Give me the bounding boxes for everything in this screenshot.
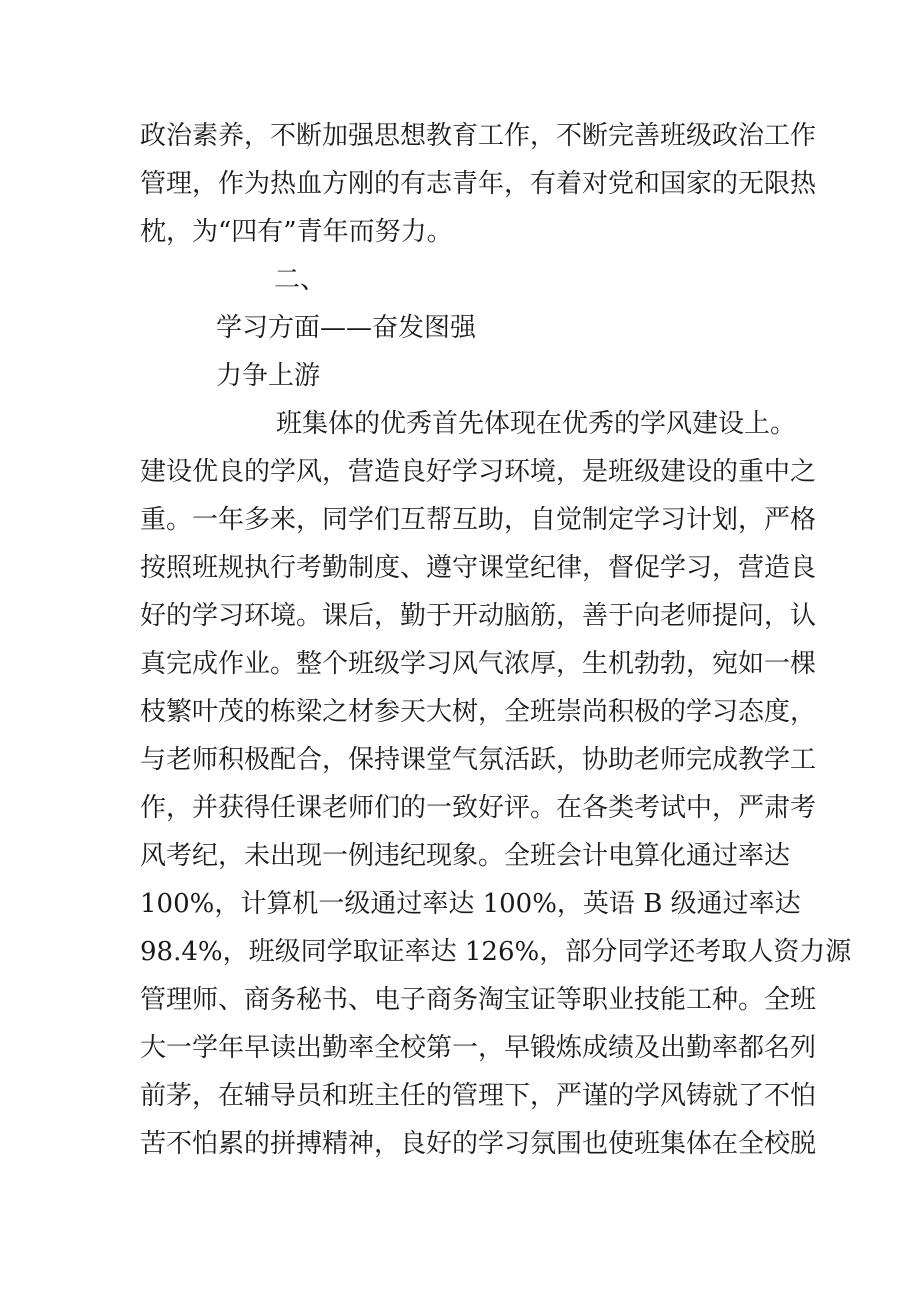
body-text-line: 大一学年早读出勤率全校第一，早锻炼成绩及出勤率都名列 [140,1033,817,1063]
body-text-line: 好的学习环境。课后，勤于开动脑筋，善于向老师提问，认 [140,601,817,631]
body-text-line: 管理，作为热血方刚的有志青年，有着对党和国家的无限热 [140,169,817,199]
body-text-line: 风考纪，未出现一例违纪现象。全班会计电算化通过率达 [140,841,791,871]
section-heading: 学习方面——奋发图强 [216,313,477,343]
body-text-line: 98.4%，班级同学取证率达 126%，部分同学还考取人资力源 [140,937,852,967]
body-text-line: 政治素养，不断加强思想教育工作，不断完善班级政治工作 [140,121,817,151]
body-text-line: 真完成作业。整个班级学习风气浓厚，生机勃勃，宛如一棵 [140,649,817,679]
body-text-line: 重。一年多来，同学们互帮互助，自觉制定学习计划，严格 [140,505,817,535]
body-text-line: 苦不怕累的拼搏精神，良好的学习氛围也使班集体在全校脱 [140,1129,817,1159]
body-text-line: 作，并获得任课老师们的一致好评。在各类考试中，严肃考 [140,793,817,823]
paragraph-first-line: 班集体的优秀首先体现在优秀的学风建设上。 [276,409,797,439]
body-text-line: 与老师积极配合，保持课堂气氛活跃，协助老师完成教学工 [140,745,817,775]
body-text-line: 枕，为“四有”青年而努力。 [140,217,453,247]
body-text-line: 管理师、商务秘书、电子商务淘宝证等职业技能工种。全班 [140,985,817,1015]
section-number: 二、 [274,265,327,295]
body-text-line: 100%，计算机一级通过率达 100%，英语 B 级通过率达 [140,889,801,919]
body-text-line: 按照班规执行考勤制度、遵守课堂纪律，督促学习，营造良 [140,553,817,583]
body-text-line: 建设优良的学风，营造良好学习环境，是班级建设的重中之 [140,457,817,487]
body-text-line: 前茅，在辅导员和班主任的管理下，严谨的学风铸就了不怕 [140,1081,817,1111]
section-heading-continued: 力争上游 [216,361,321,391]
body-text-line: 枝繁叶茂的栋梁之材参天大树，全班崇尚积极的学习态度， [140,697,817,727]
